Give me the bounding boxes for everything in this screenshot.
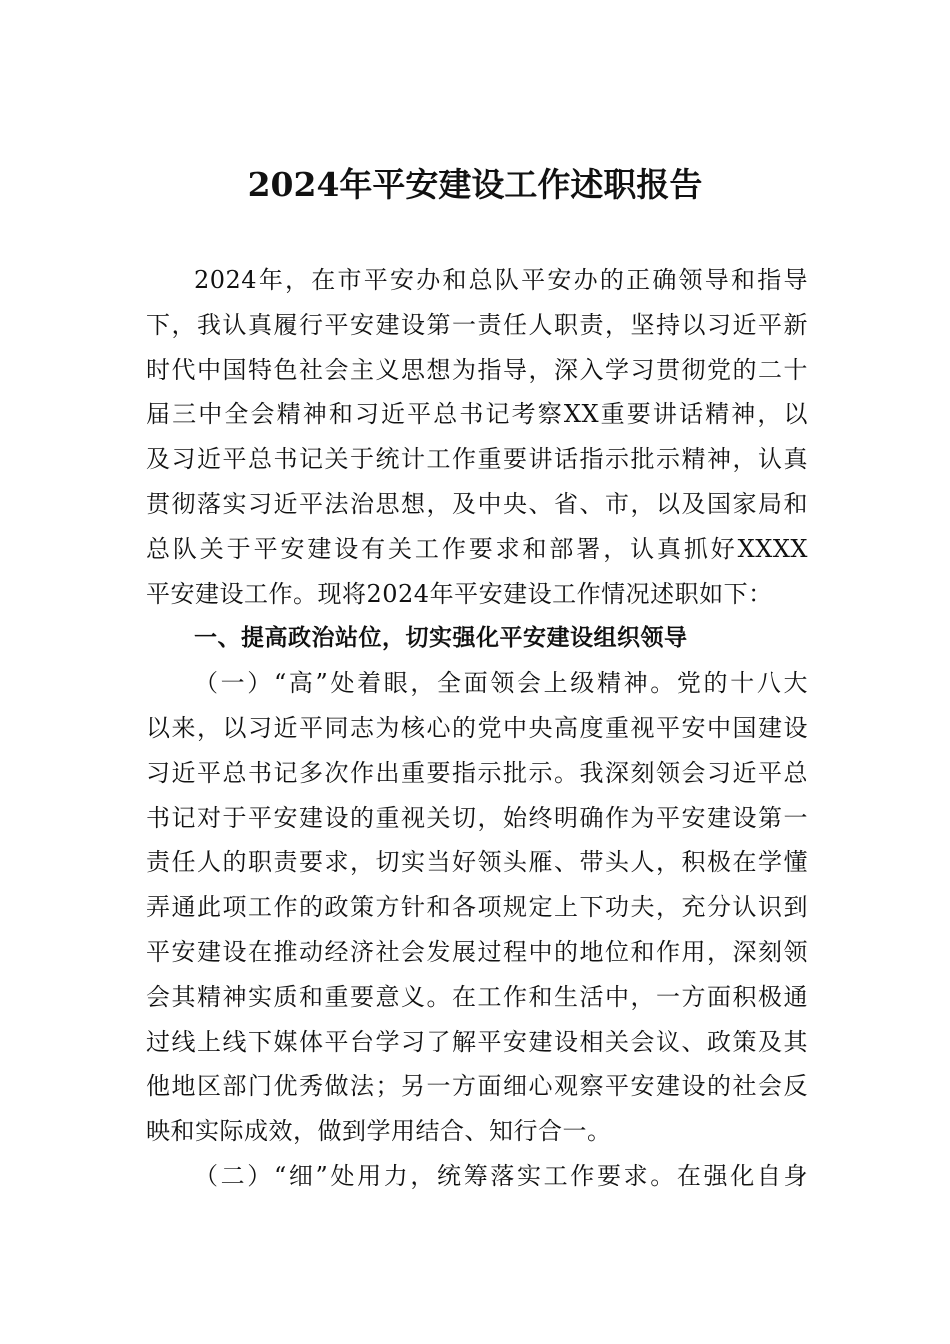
- text-line: 平安建设在推动经济社会发展过程中的地位和作用，深刻领: [146, 937, 808, 966]
- text-line: 会其精神实质和重要意义。在工作和生活中，一方面积极通: [146, 982, 808, 1011]
- text-line: 以来，以习近平同志为核心的党中央高度重视平安中国建设: [146, 713, 808, 742]
- text-line: 总队关于平安建设有关工作要求和部署，认真抓好XXXX: [146, 534, 808, 563]
- text-line: （二）“细”处用力，统筹落实工作要求。在强化自身: [194, 1161, 808, 1190]
- document-title: 2024年平安建设工作述职报告: [247, 165, 703, 204]
- text-line: 他地区部门优秀做法；另一方面细心观察平安建设的社会反: [146, 1072, 808, 1101]
- paragraph-section-1: [146, 661, 808, 1154]
- text-line: 过线上线下媒体平台学习了解平安建设相关会议、政策及其: [146, 1027, 808, 1056]
- heading-line: 一、提高政治站位，切实强化平安建设组织领导: [194, 625, 688, 652]
- text-line: （一）“高”处着眼，全面领会上级精神。党的十八大: [194, 669, 808, 698]
- section-heading: [146, 616, 808, 661]
- document-body: [146, 258, 808, 1199]
- text-line: 责任人的职责要求，切实当好领头雁、带头人，积极在学懂: [146, 848, 808, 877]
- paragraph-intro: [146, 258, 808, 616]
- text-line: 贯彻落实习近平法治思想，及中央、省、市，以及国家局和: [146, 489, 808, 518]
- text-line: 2024年，在市平安办和总队平安办的正确领导和指导: [194, 266, 808, 294]
- text-line: 弄通此项工作的政策方针和各项规定上下功夫，充分认识到: [146, 893, 808, 922]
- text-line: 及习近平总书记关于统计工作重要讲话指示批示精神，认真: [146, 445, 808, 474]
- text-line: 届三中全会精神和习近平总书记考察XX重要讲话精神，以: [146, 400, 808, 429]
- text-line: 时代中国特色社会主义思想为指导，深入学习贯彻党的二十: [146, 355, 808, 384]
- paragraph-section-2: [146, 1154, 808, 1199]
- text-line: 平安建设工作。现将2024年平安建设工作情况述职如下：: [146, 579, 773, 608]
- text-line: 习近平总书记多次作出重要指示批示。我深刻领会习近平总: [146, 758, 808, 787]
- text-line: 下，我认真履行平安建设第一责任人职责，坚持以习近平新: [146, 310, 808, 339]
- text-line: 映和实际成效，做到学用结合、知行合一。: [146, 1117, 612, 1146]
- text-line: 书记对于平安建设的重视关切，始终明确作为平安建设第一: [146, 803, 808, 832]
